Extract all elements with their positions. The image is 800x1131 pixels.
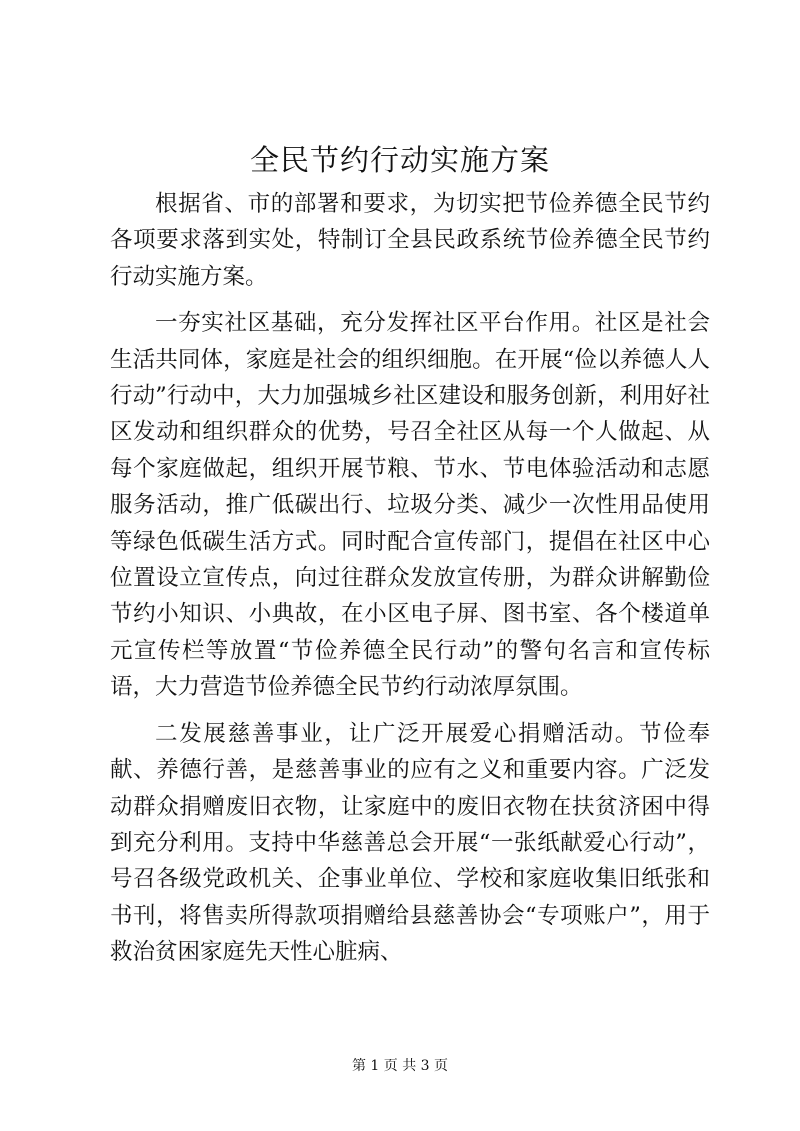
- paragraph-community: 一夯实社区基础，充分发挥社区平台作用。社区是社会生活共同体，家庭是社会的组织细胞。在开展“俭以养德人人行动”行动中，大力加强城乡社区建设和服务创新，利用好社区发动和组织群众的优势，号召全社区从每一个人做起、从每个家庭做起，组织开展节粮、节水、节电体验活动和志愿服务活动，推广低碳出行、垃圾分类、减少一次性用品使用等绿色低碳生活方式。同时配合宣传部门，提倡在社区中心位置设立宣传点，向过往群众发放宣传册，为群众讲解勤俭节约小知识、小典故，在小区电子屏、图书室、各个楼道单元宣传栏等放置“节俭养德全民行动”的警句名言和宣传标语，大力营造节俭养德全民节约行动浓厚氛围。: [110, 310, 710, 701]
- page-footer: 第 1 页 共 3 页: [351, 1058, 449, 1074]
- paragraph-intro: 根据省、市的部署和要求，为切实把节俭养德全民节约各项要求落到实处，特制订全县民政系统节俭养德全民节约行动实施方案。: [110, 191, 710, 290]
- document-title: 全民节约行动实施方案: [249, 143, 550, 177]
- paragraph-charity: 二发展慈善事业，让广泛开展爱心捐赠活动。节俭奉献、养德行善，是慈善事业的应有之义和重要内容。广泛发动群众捐赠废旧衣物，让家庭中的废旧衣物在扶贫济困中得到充分利用。支持中华慈善总会开展“一张纸献爱心行动”，号召各级党政机关、企事业单位、学校和家庭收集旧纸张和书刊，将售卖所得款项捐赠给县慈善协会“专项账户”，用于救治贫困家庭先天性心脏病、: [110, 720, 710, 966]
- document-body: [110, 186, 710, 981]
